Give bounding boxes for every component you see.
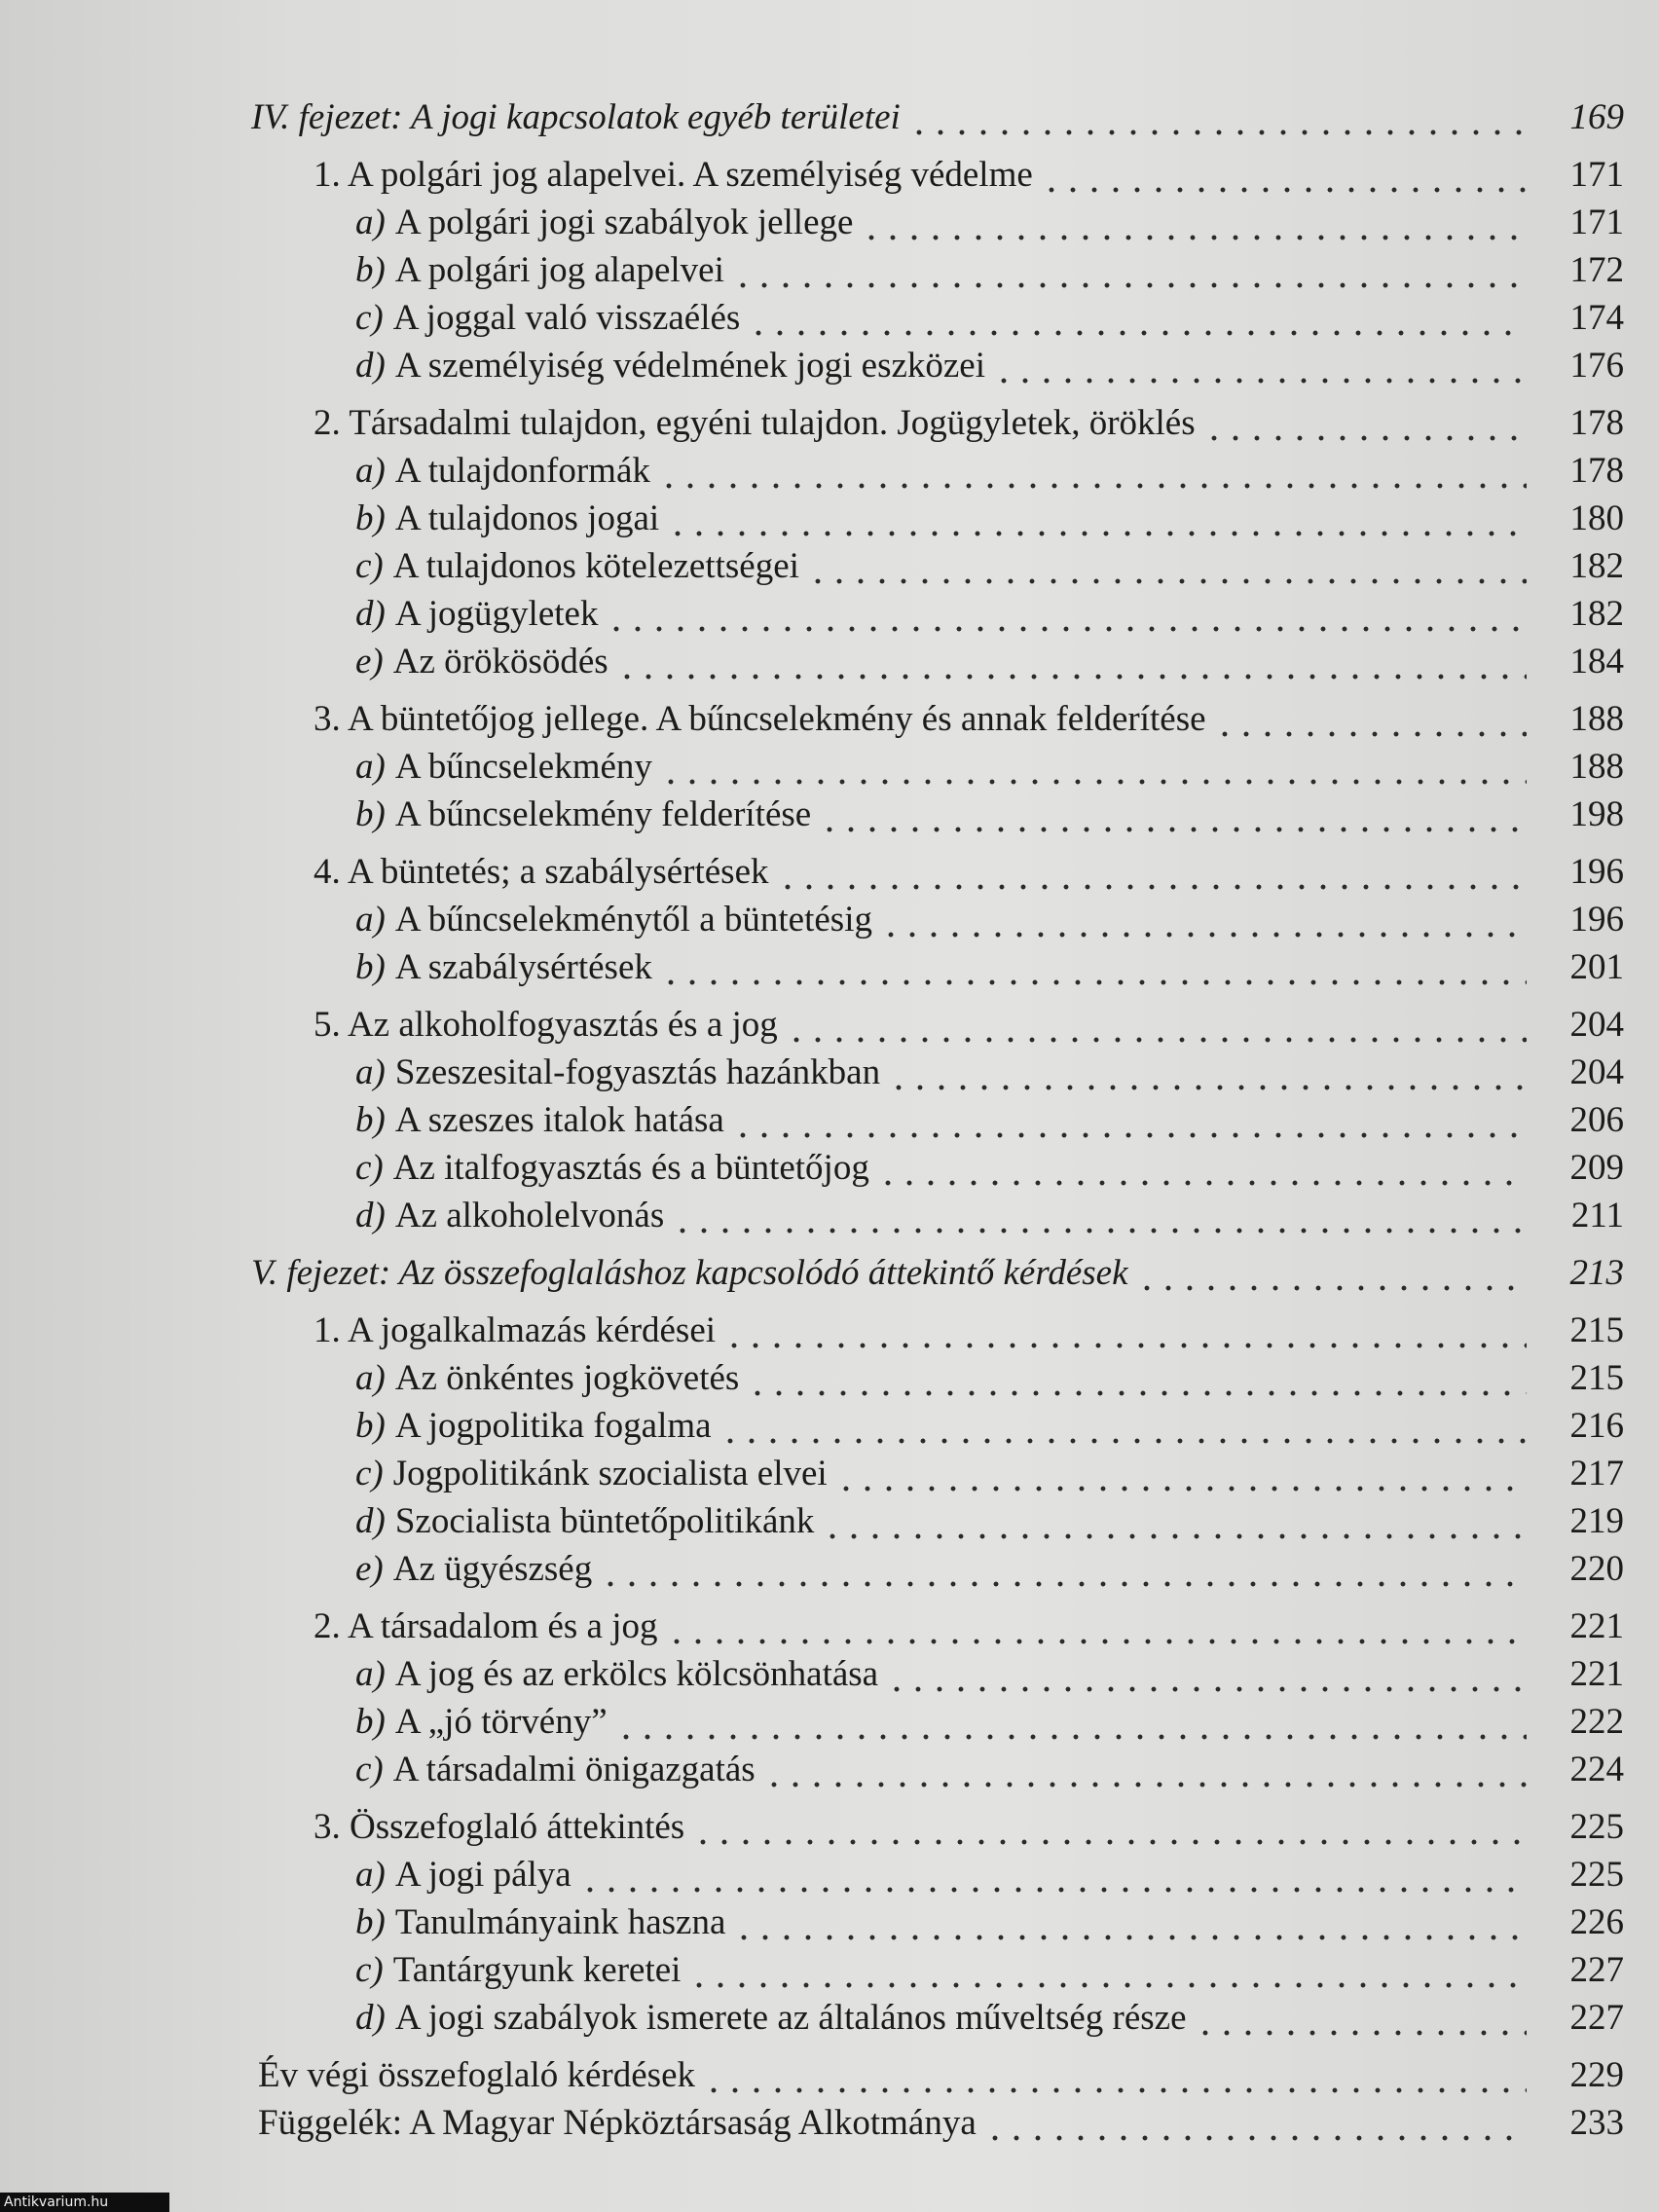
toc-entry: [0, 638, 1659, 685]
leader-dots: [835, 1450, 1527, 1497]
leader-dots: [658, 447, 1527, 495]
toc-page-number: 213: [1569, 1253, 1624, 1293]
toc-entry-letter: a): [355, 451, 386, 491]
toc-page-number: 225: [1569, 1855, 1624, 1895]
toc-entry-text: IV. fejezet: A jogi kapcsolatok egyéb területei: [251, 97, 901, 137]
toc-entry-title: [313, 399, 1203, 447]
toc-entry: [0, 1354, 1659, 1402]
toc-entry-letter: d): [355, 1501, 386, 1541]
toc-entry-title: [251, 1249, 1136, 1297]
toc-entry: [0, 1450, 1659, 1497]
toc-entry: [0, 896, 1659, 943]
toc-page-number: 204: [1569, 1052, 1624, 1092]
toc-page-number: 188: [1569, 747, 1624, 787]
toc-entry-title: [355, 1946, 688, 1994]
leader-dots: [579, 1851, 1527, 1899]
toc-entry-text: 2. Társadalmi tulajdon, egyéni tulajdon. Jogügyletek, öröklés: [313, 403, 1196, 443]
toc-entry: [0, 93, 1659, 141]
leader-dots: [723, 1307, 1527, 1354]
toc-page-number: 180: [1569, 498, 1624, 538]
toc-page-number: 215: [1569, 1310, 1624, 1350]
leader-dots: [732, 246, 1527, 294]
toc-page-number: 227: [1569, 1998, 1624, 2038]
leader-dots: [1195, 1994, 1527, 2042]
toc-entry-letter: c): [355, 546, 384, 586]
toc-entry-letter: a): [355, 747, 386, 787]
toc-entry: [0, 1497, 1659, 1545]
leader-dots: [666, 1603, 1528, 1650]
toc-entry-text: Függelék: A Magyar Népköztársaság Alkotmánya: [258, 2103, 977, 2143]
toc-entry-letter: e): [355, 1549, 384, 1589]
toc-entry-text: Az önkéntes jogkövetés: [394, 1358, 740, 1398]
toc-entry-title: [313, 695, 1214, 743]
leader-dots: [1136, 1249, 1527, 1297]
toc-entry: [0, 1049, 1659, 1096]
toc-page-number: 198: [1569, 794, 1624, 834]
leader-dots: [692, 1803, 1527, 1851]
toc-entry-text: A „jó törvény”: [394, 1702, 608, 1742]
toc-entry-title: [355, 1650, 886, 1698]
toc-entry-letter: c): [355, 1454, 384, 1493]
toc-entry-title: [355, 1049, 888, 1096]
toc-entry-title: [355, 246, 732, 294]
leader-dots: [822, 1497, 1527, 1545]
toc-entry-text: 3. A büntetőjog jellege. A bűncselekmény és annak felderítése: [313, 699, 1206, 739]
toc-entry: [0, 1650, 1659, 1698]
toc-entry: [0, 294, 1659, 342]
toc-entry-title: [355, 1994, 1195, 2042]
toc-entry: [0, 1603, 1659, 1650]
toc-entry-text: A tulajdonformák: [394, 451, 650, 491]
toc-entry-text: 1. A jogalkalmazás kérdései: [313, 1310, 717, 1350]
toc-page-number: 221: [1569, 1654, 1624, 1694]
toc-entry: [0, 199, 1659, 246]
toc-page-number: 178: [1569, 403, 1624, 443]
toc-entry-title: [258, 2099, 984, 2147]
toc-page-number: 221: [1569, 1606, 1624, 1646]
leader-dots: [667, 495, 1527, 542]
toc-entry-letter: c): [355, 1950, 384, 1990]
toc-entry-text: A társadalmi önigazgatás: [392, 1750, 756, 1789]
toc-entry: [0, 1899, 1659, 1946]
leader-dots: [615, 1698, 1527, 1746]
toc-page-number: 225: [1569, 1807, 1624, 1847]
table-of-contents: [0, 93, 1659, 2147]
leader-dots: [908, 93, 1527, 141]
toc-entry-letter: b): [355, 794, 386, 834]
toc-entry-title: [355, 743, 660, 791]
toc-entry-title: [355, 1497, 822, 1545]
toc-page-number: 233: [1569, 2103, 1624, 2143]
toc-entry: [0, 542, 1659, 590]
toc-entry-title: [355, 590, 606, 638]
toc-entry-text: Tantárgyunk keretei: [392, 1950, 682, 1990]
toc-entry: [0, 1144, 1659, 1192]
toc-page-number: 169: [1569, 97, 1624, 137]
toc-entry-title: [355, 342, 993, 389]
toc-entry-letter: c): [355, 298, 384, 338]
toc-entry-text: A jogpolitika fogalma: [394, 1406, 712, 1446]
toc-entry: [0, 1746, 1659, 1793]
leader-dots: [719, 1402, 1527, 1450]
toc-entry: [0, 2099, 1659, 2147]
toc-entry: [0, 1946, 1659, 1994]
toc-page-number: 216: [1569, 1406, 1624, 1446]
toc-page-number: 220: [1569, 1549, 1624, 1589]
toc-entry-text: A jogi szabályok ismerete az általános műveltség része: [394, 1998, 1187, 2038]
toc-entry-title: [355, 542, 807, 590]
toc-entry-text: 2. A társadalom és a jog: [313, 1606, 658, 1646]
toc-page-number: 171: [1569, 203, 1624, 242]
toc-entry-title: [355, 1746, 763, 1793]
toc-page-number: 211: [1570, 1196, 1624, 1235]
toc-entry-title: [313, 848, 777, 896]
toc-entry-letter: a): [355, 1052, 386, 1092]
leader-dots: [984, 2099, 1527, 2147]
leader-dots: [660, 943, 1527, 991]
toc-entry-title: [313, 1603, 666, 1650]
toc-entry-title: [355, 294, 748, 342]
toc-entry-text: A jogi pálya: [394, 1855, 571, 1895]
leader-dots: [672, 1192, 1527, 1239]
leader-dots: [732, 1096, 1527, 1144]
leader-dots: [747, 1354, 1527, 1402]
toc-page-number: 196: [1569, 900, 1624, 940]
toc-entry-text: Az alkoholelvonás: [394, 1196, 665, 1235]
leader-dots: [786, 1001, 1527, 1049]
leader-dots: [777, 848, 1527, 896]
toc-entry-text: 4. A büntetés; a szabálysértések: [313, 852, 769, 892]
toc-entry-title: [355, 1144, 877, 1192]
toc-entry-letter: d): [355, 346, 386, 386]
toc-entry-letter: b): [355, 250, 386, 290]
toc-entry-letter: a): [355, 1358, 386, 1398]
toc-entry: [0, 1192, 1659, 1239]
toc-page-number: 196: [1569, 852, 1624, 892]
toc-page-number: 215: [1569, 1358, 1624, 1398]
leader-dots: [1203, 399, 1527, 447]
toc-entry: [0, 1803, 1659, 1851]
toc-entry-text: A jogügyletek: [394, 594, 599, 634]
toc-entry-title: [355, 1851, 579, 1899]
toc-entry-title: [355, 943, 660, 991]
toc-entry-text: A szeszes italok hatása: [394, 1100, 724, 1140]
leader-dots: [888, 1049, 1527, 1096]
toc-entry: [0, 848, 1659, 896]
leader-dots: [1214, 695, 1527, 743]
toc-entry-letter: d): [355, 1196, 386, 1235]
toc-entry-text: Az italfogyasztás és a büntetőjog: [392, 1148, 869, 1188]
toc-entry-text: 1. A polgári jog alapelvei. A személyiség védelme: [313, 155, 1033, 195]
toc-entry: [0, 1698, 1659, 1746]
leader-dots: [877, 1144, 1527, 1192]
toc-page-number: 182: [1569, 546, 1624, 586]
toc-entry-title: [355, 447, 658, 495]
toc-entry-title: [355, 791, 819, 838]
toc-entry-letter: a): [355, 203, 386, 242]
toc-entry: [0, 1851, 1659, 1899]
toc-entry-text: A bűncselekmény: [394, 747, 652, 787]
toc-entry: [0, 495, 1659, 542]
toc-page-number: 206: [1569, 1100, 1624, 1140]
toc-page-number: 224: [1569, 1750, 1624, 1789]
toc-entry-text: A polgári jog alapelvei: [394, 250, 724, 290]
toc-entry-letter: c): [355, 1750, 384, 1789]
toc-page-number: 176: [1569, 346, 1624, 386]
toc-entry: [0, 246, 1659, 294]
leader-dots: [660, 743, 1527, 791]
toc-entry: [0, 943, 1659, 991]
toc-entry-title: [355, 495, 667, 542]
toc-entry-letter: c): [355, 1148, 384, 1188]
toc-entry-text: A bűncselekmény felderítése: [394, 794, 812, 834]
watermark: Antikvarium.hu: [0, 2193, 169, 2212]
toc-entry: [0, 1545, 1659, 1593]
toc-entry: [0, 695, 1659, 743]
leader-dots: [703, 2051, 1527, 2099]
toc-entry: [0, 342, 1659, 389]
toc-page-number: 174: [1569, 298, 1624, 338]
toc-entry-text: A személyiség védelmének jogi eszközei: [394, 346, 986, 386]
toc-entry-text: Év végi összefoglaló kérdések: [258, 2055, 695, 2095]
toc-entry-text: A szabálysértések: [394, 947, 652, 987]
toc-page-number: 178: [1569, 451, 1624, 491]
leader-dots: [1041, 151, 1527, 199]
toc-entry-text: 3. Összefoglaló áttekintés: [313, 1807, 685, 1847]
toc-entry-text: A jog és az erkölcs kölcsönhatása: [394, 1654, 879, 1694]
toc-entry: [0, 2051, 1659, 2099]
toc-entry-title: [355, 1354, 747, 1402]
toc-entry-title: [355, 1402, 719, 1450]
toc-entry-letter: a): [355, 1654, 386, 1694]
leader-dots: [819, 791, 1527, 838]
leader-dots: [733, 1899, 1527, 1946]
toc-entry: [0, 399, 1659, 447]
toc-entry-title: [251, 93, 908, 141]
toc-entry-title: [355, 638, 616, 685]
toc-entry-letter: b): [355, 1100, 386, 1140]
toc-page-number: 171: [1569, 155, 1624, 195]
toc-entry-title: [355, 199, 861, 246]
leader-dots: [616, 638, 1527, 685]
toc-entry-title: [313, 1307, 723, 1354]
toc-entry-letter: e): [355, 642, 384, 682]
toc-entry-text: Szocialista büntetőpolitikánk: [394, 1501, 815, 1541]
toc-entry-text: A polgári jogi szabályok jellege: [394, 203, 854, 242]
toc-entry-title: [258, 2051, 703, 2099]
toc-page-number: 217: [1569, 1454, 1624, 1493]
leader-dots: [993, 342, 1527, 389]
toc-entry-text: Tanulmányaink haszna: [394, 1902, 726, 1942]
toc-page-number: 188: [1569, 699, 1624, 739]
toc-entry-title: [355, 1899, 733, 1946]
leader-dots: [807, 542, 1527, 590]
toc-page-number: 172: [1569, 250, 1624, 290]
toc-entry: [0, 447, 1659, 495]
toc-entry: [0, 1001, 1659, 1049]
toc-entry-text: A bűncselekménytől a büntetésig: [394, 900, 872, 940]
toc-entry-text: A tulajdonos kötelezettségei: [392, 546, 799, 586]
toc-entry-text: Szeszesital-fogyasztás hazánkban: [394, 1052, 881, 1092]
toc-entry-letter: b): [355, 1702, 386, 1742]
toc-entry-text: Az örökösödés: [392, 642, 608, 682]
toc-entry-letter: a): [355, 900, 386, 940]
toc-entry-letter: d): [355, 594, 386, 634]
toc-entry: [0, 1402, 1659, 1450]
toc-entry-text: Jogpolitikánk szocialista elvei: [392, 1454, 828, 1493]
leader-dots: [688, 1946, 1527, 1994]
toc-entry: [0, 1994, 1659, 2042]
toc-entry-text: 5. Az alkoholfogyasztás és a jog: [313, 1005, 778, 1045]
toc-page-number: 204: [1569, 1005, 1624, 1045]
toc-entry: [0, 590, 1659, 638]
leader-dots: [861, 199, 1527, 246]
toc-entry: [0, 151, 1659, 199]
leader-dots: [606, 590, 1527, 638]
toc-page-number: 219: [1569, 1501, 1624, 1541]
toc-page-number: 226: [1569, 1902, 1624, 1942]
toc-page-number: 184: [1569, 642, 1624, 682]
toc-page-number: 227: [1569, 1950, 1624, 1990]
toc-entry-text: Az ügyészség: [392, 1549, 593, 1589]
toc-entry-title: [355, 1698, 615, 1746]
toc-entry-title: [355, 1192, 672, 1239]
toc-entry: [0, 1249, 1659, 1297]
toc-entry-letter: b): [355, 1902, 386, 1942]
toc-page-number: 209: [1569, 1148, 1624, 1188]
toc-entry-text: A tulajdonos jogai: [394, 498, 660, 538]
toc-entry-text: V. fejezet: Az összefoglaláshoz kapcsolódó áttekintő kérdések: [251, 1253, 1128, 1293]
toc-entry-title: [355, 1545, 600, 1593]
toc-entry-letter: b): [355, 1406, 386, 1446]
toc-page-number: 182: [1569, 594, 1624, 634]
leader-dots: [748, 294, 1527, 342]
toc-entry-title: [313, 1803, 692, 1851]
toc-entry: [0, 791, 1659, 838]
toc-entry-letter: b): [355, 947, 386, 987]
toc-page-number: 229: [1569, 2055, 1624, 2095]
toc-page-number: 201: [1569, 947, 1624, 987]
toc-entry-letter: b): [355, 498, 386, 538]
toc-entry-title: [355, 1450, 835, 1497]
toc-entry-title: [355, 896, 880, 943]
leader-dots: [880, 896, 1527, 943]
toc-entry-title: [313, 1001, 786, 1049]
toc-entry-text: A joggal való visszaélés: [392, 298, 741, 338]
leader-dots: [886, 1650, 1527, 1698]
toc-entry: [0, 1307, 1659, 1354]
leader-dots: [600, 1545, 1527, 1593]
leader-dots: [763, 1746, 1527, 1793]
toc-entry-title: [355, 1096, 732, 1144]
toc-entry-letter: d): [355, 1998, 386, 2038]
toc-entry-title: [313, 151, 1041, 199]
toc-entry-letter: a): [355, 1855, 386, 1895]
toc-entry: [0, 1096, 1659, 1144]
toc-entry: [0, 743, 1659, 791]
toc-page-number: 222: [1569, 1702, 1624, 1742]
